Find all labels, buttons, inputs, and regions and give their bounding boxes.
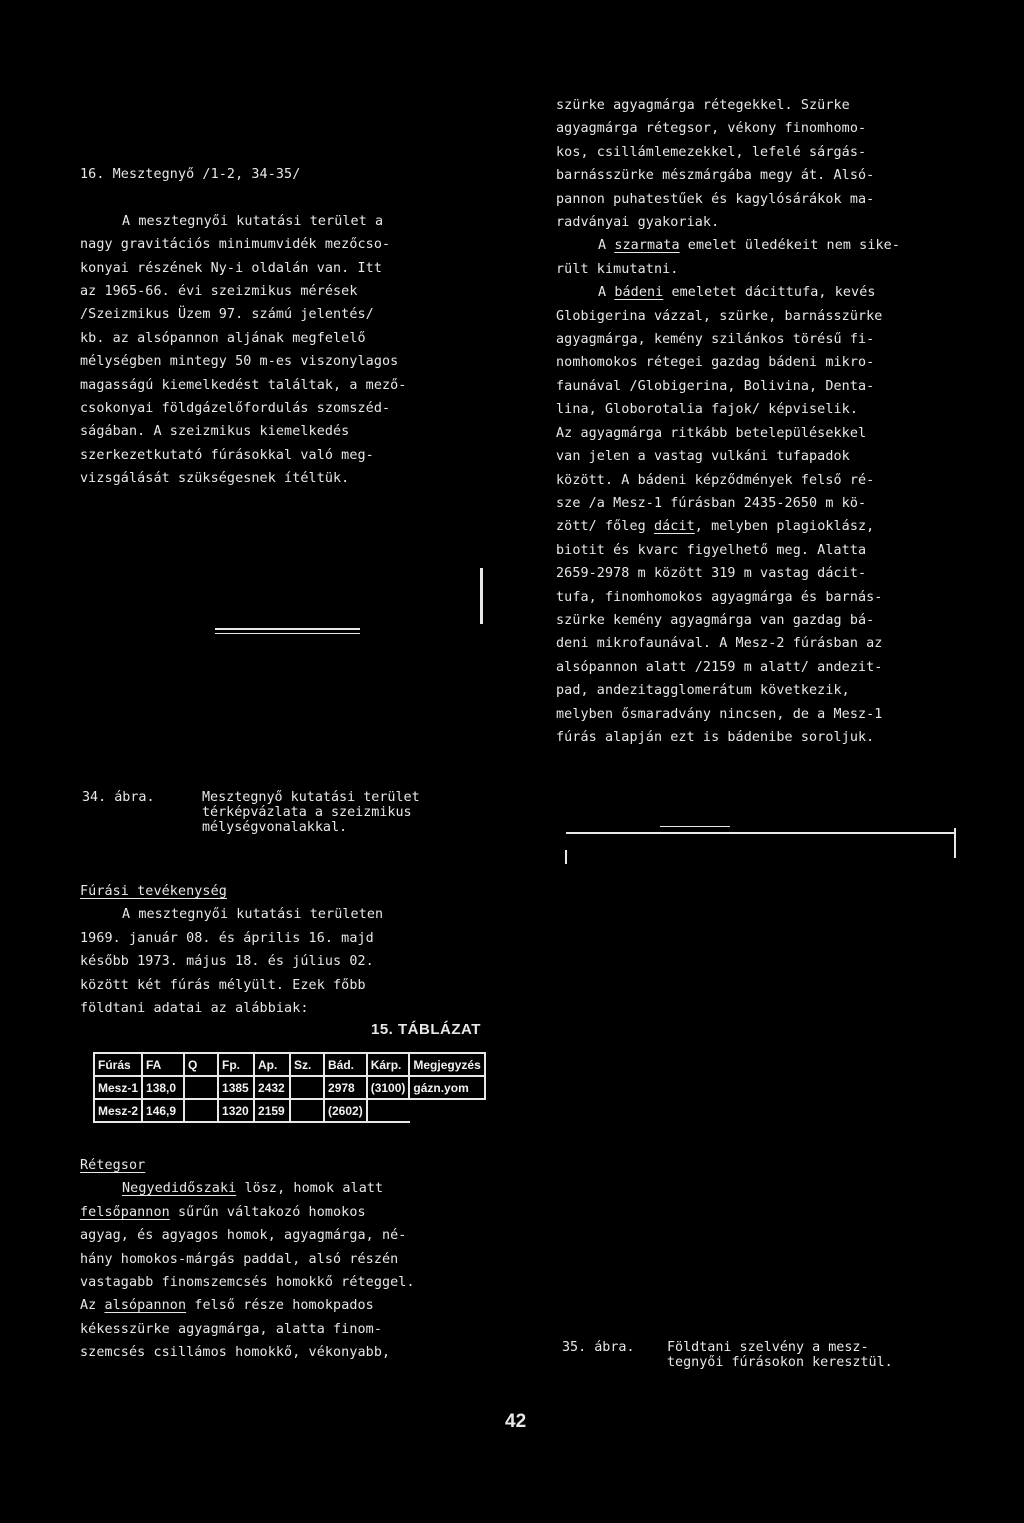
paragraph-line: vizsgálását szükségesnek ítéltük. xyxy=(80,471,350,487)
table-header-cell: Fúrás xyxy=(94,1053,142,1076)
right-line: van jelen a vastag vulkáni tufapadok xyxy=(556,449,850,465)
drilling-line: 1969. január 08. és április 16. majd xyxy=(80,930,374,946)
layers-section xyxy=(80,1154,415,1365)
right-line: lina, Globorotalia fajok/ képviselik. xyxy=(556,402,858,418)
figure-34-divider xyxy=(215,628,360,630)
section-heading: 16. Mesztegnyő /1-2, 34-35/ xyxy=(80,167,301,182)
table-header-cell: Ap. xyxy=(254,1053,290,1076)
layers-line: felsőpannon sűrűn váltakozó homokos xyxy=(80,1204,366,1220)
paragraph-line: szerkezetkutató fúrásokkal való meg- xyxy=(80,447,374,463)
table-cell xyxy=(290,1076,324,1099)
table-header-cell: Sz. xyxy=(290,1053,324,1076)
table-row xyxy=(94,1099,485,1122)
right-line: agyagmárga, kemény szilánkos törésű fi- xyxy=(556,332,875,348)
table-header-row xyxy=(94,1053,485,1076)
right-line: barnásszürke mészmárgába megy át. Alsó- xyxy=(556,168,875,184)
right-line: tufa, finomhomokos agyagmárga és barnás- xyxy=(556,589,883,605)
layers-line: Az alsópannon felső része homokpados xyxy=(80,1298,374,1314)
figure-34-number: 34. ábra. xyxy=(82,790,155,805)
layers-line: hány homokos-márgás paddal, alsó részén xyxy=(80,1251,399,1267)
right-line: nomhomokos rétegei gazdag bádeni mikro- xyxy=(556,355,875,371)
table-cell xyxy=(184,1099,218,1122)
right-line: faunával /Globigerina, Bolivina, Denta- xyxy=(556,378,875,394)
table-cell: 138,0 xyxy=(142,1076,184,1099)
right-line: pannon puhatestűek és kagylósárákok ma- xyxy=(556,191,875,207)
figure-35-divider xyxy=(565,850,567,864)
right-line: szürke agyagmárga rétegekkel. Szürke xyxy=(556,98,850,113)
layers-line: agyag, és agyagos homok, agyagmárga, né- xyxy=(80,1228,407,1244)
figure-35-caption: Földtani szelvény a mesz- tegnyői fúrásokon keresztül. xyxy=(667,1340,893,1370)
paragraph-line: csokonyai földgázelőfordulás szomszéd- xyxy=(80,401,391,417)
right-line: A bádeni emeletet dácittufa, kevés xyxy=(598,285,876,301)
right-line: biotit és kvarc figyelhető meg. Alatta xyxy=(556,542,867,558)
table-cell: 2432 xyxy=(254,1076,290,1099)
figure-35-number: 35. ábra. xyxy=(562,1340,635,1355)
layers-line: Negyedidőszaki lösz, homok alatt xyxy=(122,1181,384,1197)
table-header-cell: Megjegyzés xyxy=(409,1053,484,1076)
right-line: fúrás alapján ezt is bádenibe soroljuk. xyxy=(556,729,875,745)
paragraph-line: az 1965-66. évi szeizmikus mérések xyxy=(80,284,358,300)
table-cell: 146,9 xyxy=(142,1099,184,1122)
right-line: sze /a Mesz-1 fúrásban 2435-2650 m kö- xyxy=(556,495,867,511)
right-line: A szarmata emelet üledékeit nem sike- xyxy=(598,238,900,254)
paragraph-line: kb. az alsópannon aljának megfelelő xyxy=(80,330,366,346)
table-row xyxy=(94,1076,485,1099)
right-line: Az agyagmárga ritkább betelepülésekkel xyxy=(556,425,867,441)
table-cell: (2602) xyxy=(324,1099,367,1122)
right-line: radványai gyakoriak. xyxy=(556,215,720,231)
table-title: 15. TÁBLÁZAT xyxy=(371,1021,481,1038)
right-column xyxy=(556,94,900,749)
right-line: kos, csillámlemezekkel, lefelé sárgás- xyxy=(556,144,867,160)
table-cell: Mesz-2 xyxy=(94,1099,142,1122)
table-cell: (3100) xyxy=(367,1076,410,1099)
layers-line: vastagabb finomszemcsés homokkő réteggel. xyxy=(80,1275,415,1291)
drilling-line: A mesztegnyői kutatási területen xyxy=(122,907,384,923)
figure-34-divider xyxy=(215,633,360,634)
paragraph-line: A mesztegnyői kutatási terület a xyxy=(122,213,384,229)
table-cell xyxy=(409,1099,484,1122)
table-header-cell: Fp. xyxy=(218,1053,254,1076)
right-line: melyben ősmaradvány nincsen, de a Mesz-1 xyxy=(556,706,883,722)
drilling-section xyxy=(80,880,383,1020)
drilling-heading: Fúrási tevékenység xyxy=(80,884,227,899)
table-cell: 1320 xyxy=(218,1099,254,1122)
table-cell xyxy=(290,1099,324,1122)
table-header-cell: FA xyxy=(142,1053,184,1076)
drilling-line: földtani adatai az alábbiak: xyxy=(80,1001,309,1017)
figure-35-divider xyxy=(566,832,956,834)
table-cell: 1385 xyxy=(218,1076,254,1099)
paragraph-line: ságában. A szeizmikus kiemelkedés xyxy=(80,424,350,440)
right-line: alsópannon alatt /2159 m alatt/ andezit- xyxy=(556,659,883,675)
table-cell: 2159 xyxy=(254,1099,290,1122)
right-line: deni mikrofaunával. A Mesz-2 fúrásban az xyxy=(556,636,883,652)
right-line: pad, andezitagglomerátum következik, xyxy=(556,683,850,699)
table-cell: 2978 xyxy=(324,1076,367,1099)
drilling-line: között két fúrás mélyült. Ezek főbb xyxy=(80,977,366,993)
paragraph-line: /Szeizmikus Üzem 97. számú jelentés/ xyxy=(80,307,374,323)
paragraph-line: konyai részének Ny-i oldalán van. Itt xyxy=(80,260,382,276)
figure-34-divider xyxy=(480,568,483,624)
table-header-cell: Kárp. xyxy=(367,1053,410,1076)
intro-section xyxy=(80,163,406,491)
layers-line: kékesszürke agyagmárga, alatta finom- xyxy=(80,1321,382,1337)
page-number: 42 xyxy=(505,1411,527,1432)
table-cell xyxy=(184,1076,218,1099)
table-cell xyxy=(367,1099,410,1122)
right-line: szürke kemény agyagmárga van gazdag bá- xyxy=(556,612,875,628)
drilling-line: később 1973. május 18. és július 02. xyxy=(80,954,374,970)
right-line: zött/ főleg dácit, melyben plagioklász, xyxy=(556,519,875,535)
figure-35-divider xyxy=(954,828,956,858)
table-cell: gázn.yom xyxy=(409,1076,484,1099)
paragraph-line: magasságú kiemelkedést találtak, a mező- xyxy=(80,377,407,393)
table-header-cell: Bád. xyxy=(324,1053,367,1076)
table-cell: Mesz-1 xyxy=(94,1076,142,1099)
right-line: között. A bádeni képződmények felső ré- xyxy=(556,472,875,488)
drilling-data-table xyxy=(93,1052,486,1123)
right-line: rült kimutatni. xyxy=(556,261,679,277)
figure-34-caption: Mesztegnyő kutatási terület térképvázlata a szeizmikus mélységvonalakkal. xyxy=(202,790,420,835)
paragraph-line: mélységben mintegy 50 m-es viszonylagos xyxy=(80,354,399,370)
right-line: 2659-2978 m között 319 m vastag dácit- xyxy=(556,566,867,582)
table-header-cell: Q xyxy=(184,1053,218,1076)
right-line: agyagmárga rétegsor, vékony finomhomo- xyxy=(556,121,867,137)
layers-heading: Rétegsor xyxy=(80,1158,146,1173)
layers-line: szemcsés csillámos homokkő, vékonyabb, xyxy=(80,1345,391,1361)
figure-35-divider xyxy=(660,826,730,827)
paragraph-line: nagy gravitációs minimumvidék mezőcso- xyxy=(80,237,391,253)
right-line: Globigerina vázzal, szürke, barnásszürke xyxy=(556,308,883,324)
